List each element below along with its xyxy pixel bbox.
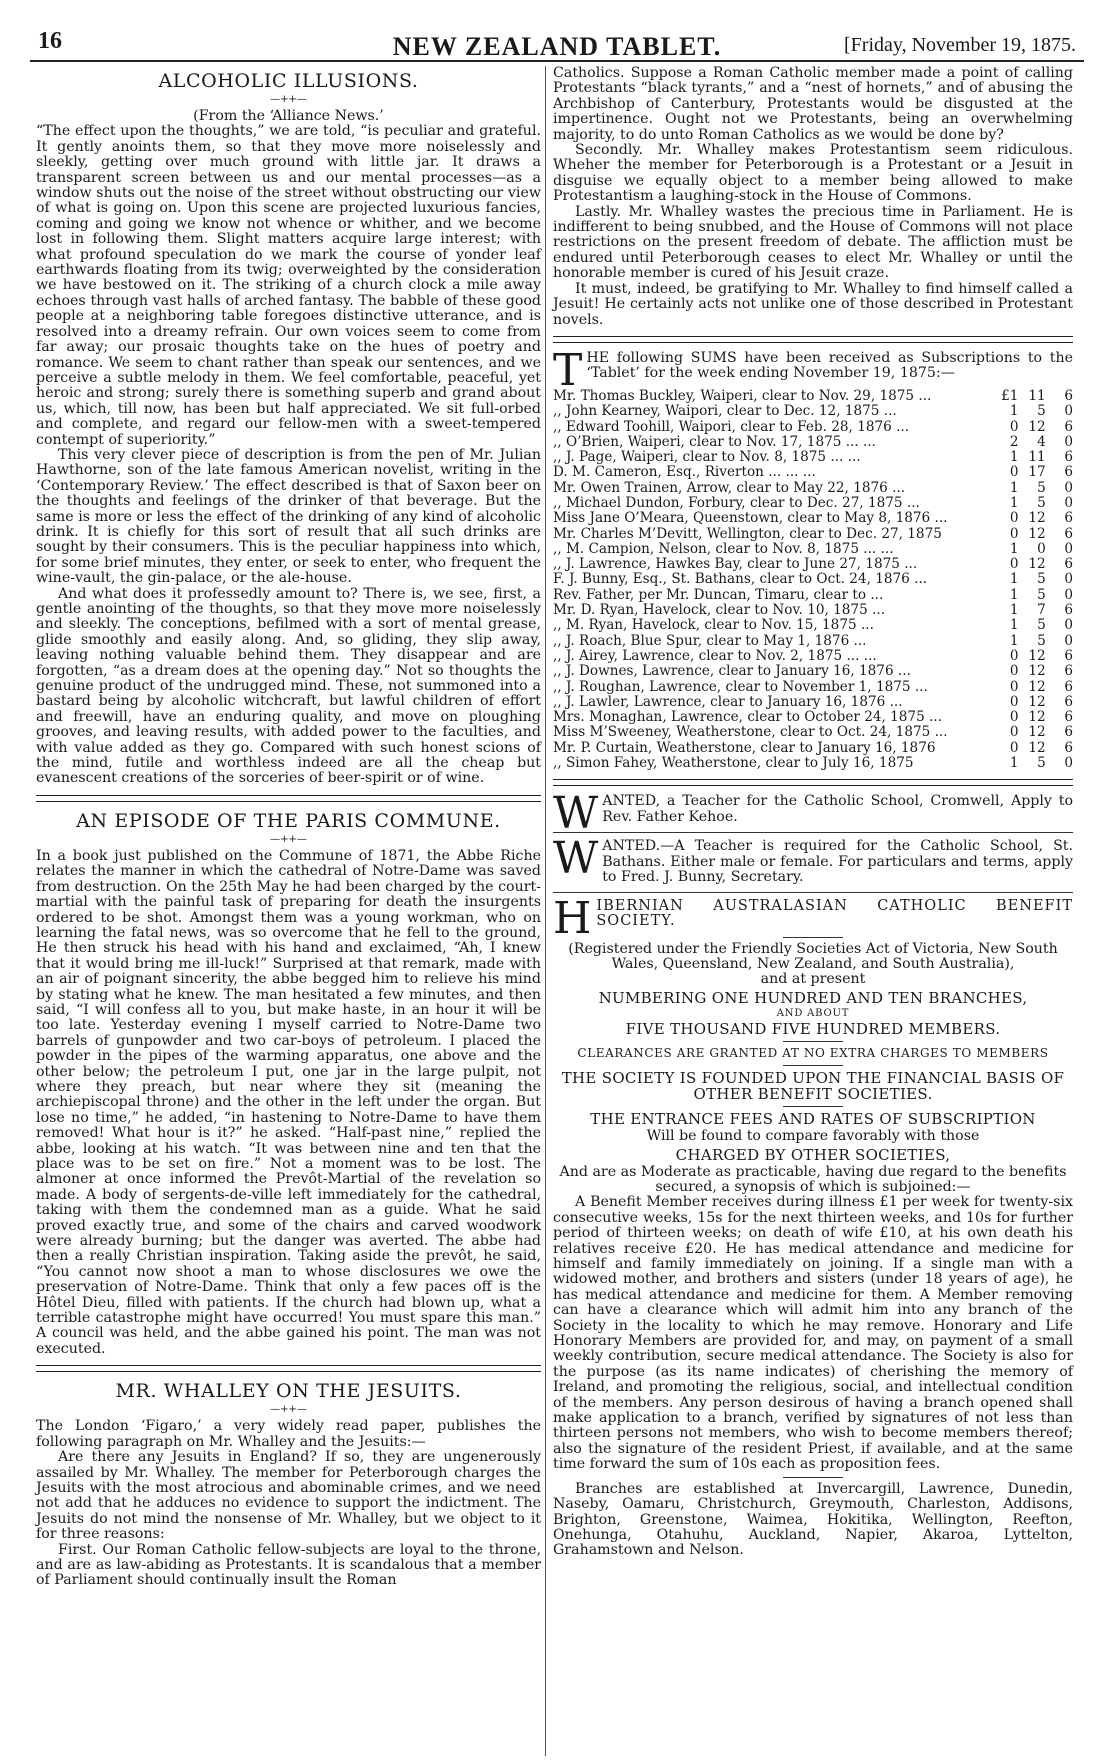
subscription-row <box>553 756 1073 771</box>
pounds-value: 0 <box>1009 709 1019 726</box>
text-line: And are as Moderate as practicable, having due regard to the benefits secured, a synopsis of which is subjoined:— <box>559 1163 1067 1195</box>
short-rule <box>783 1477 843 1478</box>
branches-count: NUMBERING ONE HUNDRED AND TEN BRANCHES, <box>598 988 1028 1007</box>
section-separator <box>36 1365 541 1372</box>
subscription-row <box>553 588 1073 603</box>
article-whalley-continued <box>553 66 1073 328</box>
article-paragraph: Secondly. Mr. Whalley makes Protestantism seem ridiculous. Wheher the member for Peterborough is a Protestant or a Jesuit in disguise we equally object to a member being allowed to make Protestantism a laughing-stock in the House of Commons. <box>553 142 1073 205</box>
shillings-value: 12 <box>1028 556 1046 573</box>
subscription-row <box>553 511 1073 526</box>
subscriber-name: Mrs. Monaghan, Lawrence, clear to October 24, 1875 ... <box>553 710 943 726</box>
pence-value: 6 <box>1064 647 1073 664</box>
subscriber-name: ,, J. Airey, Lawrence, clear to Nov. 2, 1875 ... ... <box>553 648 877 664</box>
pounds-value: 0 <box>1009 739 1019 756</box>
society-title: IBERNIAN AUSTRALASIAN CATHOLIC BENEFIT SOCIETY. <box>596 897 1073 929</box>
subscription-row <box>553 404 1073 419</box>
pounds-value: 0 <box>1009 556 1019 573</box>
subscription-row <box>553 664 1073 679</box>
left-column <box>36 66 541 1589</box>
pounds-value: 0 <box>1009 418 1019 435</box>
article-heading: AN EPISODE OF THE PARIS COMMUNE. <box>76 809 501 832</box>
short-rule <box>783 1106 843 1107</box>
subscription-row <box>553 557 1073 572</box>
drop-cap: T <box>553 344 583 396</box>
pounds-value: 1 <box>1009 602 1019 619</box>
pounds-value: 0 <box>1009 678 1019 695</box>
subscriber-name: D. M. Cameron, Esq., Riverton ... ... ... <box>553 465 816 481</box>
shillings-value: 12 <box>1028 510 1046 527</box>
shillings-value: 7 <box>1037 602 1046 619</box>
pounds-value: 1 <box>1009 540 1019 557</box>
shillings-value: 5 <box>1037 755 1046 772</box>
subscription-row <box>553 725 1073 740</box>
article-paragraph: “The effect upon the thoughts,” we are told, “is peculiar and grateful. It gently anoints them, so that they move more noiselessly and sleekly, getting over much ground with little jar. It draws a transparent screen between us and our mental processes—as a window shuts out the noise of the street without obstructing our view of what is going on. Upon this scene are projected luxurious fancies, coming and going we know not whence or whither, and we become lost in following them. Slight matters acquire large interest; with what profound speculation do we mark the course of yonder leaf earthwards floating from its twig; overweighted by the consideration we have bestowed on it. The striking of a church clock a mile away echoes through vast halls of arched fantasy. The babble of these good people at a neighboring table foregoes distinctive utterance, and is resolved into a dreamy refrain. Our own voices seem to come from far away; our prosaic thoughts take on the hues of poetry and romance. We seem to chant rather than speak our sentences, and we perceive a subtle melody in them. We feel comfortable, peaceful, yet heroic and strong; surely there is something superb and grand about us, which, till now, has been but half appreciated. We sit full-orbed and complete, and regard our fellow-men with a sweet-tempered contempt of superiority.” <box>36 123 541 448</box>
subscription-row <box>553 527 1073 542</box>
article-paragraph: And what does it professedly amount to? There is, we see, first, a gentle anointing of the thoughts, so that they move more noiselessly and sleekly. The conceptions, befilmed with a sort of mental grease, glide smoothly and easily along. And, so gliding, they slip away, leaving nothing valuable behind them. They disappear and are forgotten, “as a dream does at the opening day.” Not so thoughts the genuine product of the undrugged mind. These, not summoned into a bastard being by alcoholic witchcraft, but lawful children of effort and freewill, have an enduring quality, and move on ploughing grooves, and leaving results, with added power to the faculties, and with value added as they go. Compared with such honest scions of the mind, futile and worthless indeed are all the cheap but evanescent creations of the sorceries of beer-spirit or of wine. <box>36 585 541 787</box>
pence-value: 6 <box>1064 387 1073 404</box>
subscriptions-table <box>553 389 1073 771</box>
pounds-value: 0 <box>1009 647 1019 664</box>
subscriber-name: ,, M. Campion, Nelson, clear to Nov. 8, 1875 ... ... <box>553 541 894 557</box>
shillings-value: 12 <box>1028 418 1046 435</box>
pounds-value: 0 <box>1009 663 1019 680</box>
society-founded: THE SOCIETY IS FOUNDED UPON THE FINANCIAL BASIS OF OTHER BENEFIT SOCIETIES. <box>561 1069 1065 1104</box>
pounds-value: 1 <box>1009 449 1019 466</box>
shillings-value: 5 <box>1037 617 1046 634</box>
advert-text: ANTED, a Teacher for the Catholic School, Cromwell, Apply to Rev. Father Kehoe. <box>602 793 1073 825</box>
shillings-value: 12 <box>1028 693 1046 710</box>
subscriber-name: ,, J. Lawrence, Hawkes Bay, clear to June 27, 1875 ... <box>553 557 918 573</box>
subscriber-name: ,, J. Roach, Blue Spur, clear to May 1, 1876 ... <box>553 633 867 649</box>
advert-text: ANTED.—A Teacher is required for the Catholic School, St. Bathans. Either male or female. For particulars and terms, apply to Fred. J. Bunny, Secretary. <box>602 838 1073 886</box>
pence-value: 6 <box>1064 678 1073 695</box>
article-paragraph: Are there any Jesuits in England? If so, they are ungenerously assailed by Mr. Whalley. The member for Peterborough charges the Jesuits with the most atrocious and abominable crimes, and we need not add that he adduces no evidence to support the indictment. The Jesuits do not mind the nonsense of Mr. Whalley, but we object to it for three reasons: <box>36 1449 541 1543</box>
subscriber-name: Mr. P. Curtain, Weatherstone, clear to January 16, 1876 <box>553 740 936 756</box>
pence-value: 6 <box>1064 556 1073 573</box>
shillings-value: 11 <box>1028 449 1046 466</box>
pounds-value: 1 <box>1009 571 1019 588</box>
subscriber-name: Rev. Father, per Mr. Duncan, Timaru, clear to ... <box>553 587 884 603</box>
pence-value: 0 <box>1064 755 1073 772</box>
advert-hibernian-society <box>553 892 1073 1559</box>
article-alcoholic-illusions <box>36 70 541 787</box>
pence-value: 0 <box>1064 403 1073 420</box>
section-separator <box>553 779 1073 786</box>
subscription-row <box>553 680 1073 695</box>
pence-value: 0 <box>1064 479 1073 496</box>
subscriber-name: ,, M. Ryan, Havelock, clear to Nov. 15, 1875 ... <box>553 618 874 634</box>
shillings-value: 12 <box>1028 739 1046 756</box>
pence-value: 0 <box>1064 494 1073 511</box>
pounds-value: 1 <box>1009 632 1019 649</box>
page-number: 16 <box>38 28 62 54</box>
section-separator <box>553 336 1073 343</box>
registration-note: (Registered under the Friendly Societies Act of Victoria, New South Wales, Queensland, New Zealand, and South Australia), <box>568 940 1058 972</box>
shillings-value: 4 <box>1037 433 1046 450</box>
article-heading: MR. WHALLEY ON THE JESUITS. <box>115 1380 462 1403</box>
shillings-value: 5 <box>1037 479 1046 496</box>
clearances-note: CLEARANCES ARE GRANTED AT NO EXTRA CHARGES TO MEMBERS <box>577 1045 1049 1060</box>
shillings-value: 17 <box>1028 464 1046 481</box>
pounds-value: 1 <box>1009 403 1019 420</box>
subscription-row <box>553 389 1073 404</box>
short-rule <box>783 1041 843 1042</box>
subscription-row <box>553 542 1073 557</box>
drop-cap: W <box>553 788 599 840</box>
pence-value: 6 <box>1064 663 1073 680</box>
shillings-value: 12 <box>1028 709 1046 726</box>
shillings-value: 11 <box>1028 387 1046 404</box>
subscriber-name: Mr. D. Ryan, Havelock, clear to Nov. 10, 1875 ... <box>553 603 886 619</box>
subscription-row <box>553 710 1073 725</box>
pence-value: 0 <box>1064 540 1073 557</box>
pence-value: 0 <box>1064 571 1073 588</box>
members-count: FIVE THOUSAND FIVE HUNDRED MEMBERS. <box>625 1019 1001 1038</box>
subscriber-name: F. J. Bunny, Esq., St. Bathans, clear to Oct. 24, 1876 ... <box>553 572 928 588</box>
shillings-value: 5 <box>1037 586 1046 603</box>
advert-wanted-cromwell <box>553 788 1073 840</box>
shillings-value: 12 <box>1028 678 1046 695</box>
pence-value: 6 <box>1064 449 1073 466</box>
shillings-value: 12 <box>1028 525 1046 542</box>
subscriber-name: ,, J. Lawler, Lawrence, clear to January 16, 1876 ... <box>553 694 903 710</box>
subscription-row <box>553 450 1073 465</box>
shillings-value: 12 <box>1028 647 1046 664</box>
ornament: —++— <box>270 1404 307 1416</box>
subscriber-name: ,, J. Downes, Lawrence, clear to January 16, 1876 ... <box>553 664 911 680</box>
pounds-value: 1 <box>1009 586 1019 603</box>
article-whalley-jesuits <box>36 1380 541 1588</box>
branches-paragraph: Branches are established at Invercargill, Lawrence, Dunedin, Naseby, Oamaru, Christchurch, Greymouth, Charleston, Addisons, Brighton, Greenstone, Waimea, Hokitika, Wellington, Reefton, Onehunga, Otahuhu, Auckland, Napier, Akaroa, Lyttelton, Grahamstown and Nelson. <box>553 1480 1073 1559</box>
article-paragraph: In a book just published on the Commune of 1871, the Abbe Riche relates the manner in which the cathedral of Notre-Dame was saved from destruction. On the 25th May he had been charged by the court-martial with the painful task of preparing for death the insurgents ordered to be shot. Amongst them was a young workman, who on learning the fatal news, was so overcome that he fell to the ground, He then struck his head with his hand and exclaimed, “Ah, I knew that it would bring me ill-luck!” Surprised at that remark, made with an air of poignant sincerity, the abbe begged him to relieve his mind by stating what he knew. The man hesitated a few minutes, and then said, “I will confess all to you, but make haste, in an hour it will be too late. Yesterday evening I myself carried to Notre-Dame two barrels of gunpowder and two car-boys of petroleum. I placed the powder in the pipes of the warming apparatus, one above and the other below; the petroleum I put, one jar in the large pulpit, not where they preach, but near where they sit (meaning the archiepiscopal throne) and the other in the left under the organ. But lose no time,” he added, “in hastening to Notre-Dame to have them removed! What hour is it?” he asked. “Half-past nine,” replied the abbe, looking at his watch. “It was between nine and ten that the place was to be set on fire.” Not a moment was to be lost. The almoner at once informed the Prevôt-Martial of the revelation so made. A body of sergents-de-ville left immediately for the cathedral, taking with them the condemned man as a guide. What he said proved exactly true, and some of the chairs and carved woodwork were already burning; but the danger was averted. The abbe had then a really Christian inspiration. Taking aside the prevôt, he said, “You cannot now shoot a man to whose disclosures we owe the preservation of Notre-Dame. Think that only a few paces off is the Hôtel Dieu, filled with patients. If the church had blown up, what a terrible catastrophe might have occurred! You must spare this man.” A council was held, and the abbe gained his point. The man was not executed. <box>36 847 541 1357</box>
section-separator <box>36 795 541 802</box>
subscription-row <box>553 481 1073 496</box>
newspaper-title: NEW ZEALAND TABLET. <box>392 32 722 61</box>
dateline: [Friday, November 19, 1875. <box>844 34 1076 56</box>
pence-value: 0 <box>1064 617 1073 634</box>
subscriber-name: ,, Michael Dundon, Forbury, clear to Dec. 27, 1875 ... <box>553 495 920 511</box>
subscriber-name: Mr. Thomas Buckley, Waiperi, clear to Nov. 29, 1875 ... <box>553 388 932 404</box>
subscriber-name: ,, John Kearney, Waipori, clear to Dec. 12, 1875 ... <box>553 404 897 420</box>
column-divider <box>545 66 546 1756</box>
article-heading: ALCOHOLIC ILLUSIONS. <box>158 70 419 92</box>
shillings-value: 12 <box>1028 724 1046 741</box>
subscriber-name: Mr. Owen Trainen, Arrow, clear to May 22, 1876 ... <box>553 480 906 496</box>
subscription-row <box>553 435 1073 450</box>
shillings-value: 0 <box>1037 540 1046 557</box>
text-line: AND ABOUT <box>776 1007 850 1019</box>
pence-value: 6 <box>1064 464 1073 481</box>
right-column <box>553 66 1073 1559</box>
section-separator <box>553 892 1073 893</box>
masthead <box>30 18 1084 61</box>
subscriber-name: ,, Simon Fahey, Weatherstone, clear to July 16, 1875 <box>553 756 914 772</box>
text-line: CHARGED BY OTHER SOCIETIES, <box>675 1145 951 1164</box>
subscription-row <box>553 741 1073 756</box>
shillings-value: 5 <box>1037 403 1046 420</box>
pounds-value: 1 <box>1009 494 1019 511</box>
pounds-value: 1 <box>1009 617 1019 634</box>
subscription-row <box>553 465 1073 480</box>
shillings-value: 5 <box>1037 632 1046 649</box>
article-paragraph: First. Our Roman Catholic fellow-subjects are loyal to the throne, and are as law-abiding as Protestants. It is scandalous that a member of Parliament should continually insult the Roman <box>36 1541 541 1589</box>
pounds-value: 0 <box>1009 464 1019 481</box>
masthead-rule <box>30 60 1084 62</box>
subscriptions-intro: HE following SUMS have been received as Subscriptions to the ‘Tablet’ for the week ending November 19, 1875:— <box>586 349 1073 382</box>
subscription-row <box>553 618 1073 633</box>
article-paragraph: The London ‘Figaro,’ a very widely read paper, publishes the following paragraph on Mr. Whalley and the Jesuits:— <box>36 1418 541 1450</box>
article-paragraph: Catholics. Suppose a Roman Catholic member made a point of calling Protestants “black tyrants,” and a “nest of hornets,” and of abusing the Archbishop of Canterbury, Protestants would be disgusted at the impertinence. Ought not we Protestants, being an overwhelming majority, to do unto Roman Catholics as we would be done by? <box>553 65 1073 143</box>
pence-value: 6 <box>1064 724 1073 741</box>
subscriber-name: Mr. Charles M’Devitt, Wellington, clear to Dec. 27, 1875 <box>553 526 942 542</box>
pounds-value: 0 <box>1009 693 1019 710</box>
shillings-value: 5 <box>1037 571 1046 588</box>
subscriptions-notice <box>553 344 1073 772</box>
drop-cap: W <box>553 833 599 885</box>
pounds-value: 2 <box>1009 433 1019 450</box>
subscription-row <box>553 572 1073 587</box>
text-line: Will be found to compare favorably with those <box>646 1128 980 1145</box>
text-line: and at present <box>760 971 866 988</box>
article-paragraph: It must, indeed, be gratifying to Mr. Whalley to find himself called a Jesuit! He certainly acts not unlike one of those described in Protestant novels. <box>553 280 1073 328</box>
article-paragraph: This very clever piece of description is from the pen of Mr. Julian Hawthorne, son of the late famous American novelist, writing in the ‘Contemporary Review.’ The effect described is that of Saxon beer on the thoughts and feelings of the drinker of that beverage. But the same is more or less the effect of the drinking of any kind of alcoholic drink. It is chiefly for this sort of result that all such drinks are sought by their consumers. This is the peculiar happiness into which, for some brief minutes, they enter, or seek to enter, who frequent the wine-vault, the gin-palace, or the ale-house. <box>36 446 541 587</box>
pounds-value: 1 <box>1009 479 1019 496</box>
subscriber-name: ,, J. Roughan, Lawrence, clear to November 1, 1875 ... <box>553 679 928 695</box>
pence-value: 6 <box>1064 739 1073 756</box>
pence-value: 6 <box>1064 602 1073 619</box>
short-rule <box>783 937 843 938</box>
drop-cap: H <box>553 892 593 944</box>
pence-value: 0 <box>1064 632 1073 649</box>
pounds-value: 0 <box>1009 510 1019 527</box>
ornament: —++— <box>270 94 307 105</box>
subscriber-name: ,, J. Page, Waiperi, clear to Nov. 8, 1875 ... ... <box>553 450 861 466</box>
ornament: —++— <box>270 833 307 845</box>
pounds-value: 0 <box>1009 724 1019 741</box>
pence-value: 6 <box>1064 693 1073 710</box>
pence-value: 6 <box>1064 510 1073 527</box>
pence-value: 0 <box>1064 433 1073 450</box>
subscription-row <box>553 603 1073 618</box>
pence-value: 6 <box>1064 709 1073 726</box>
pounds-value: £1 <box>1001 387 1019 404</box>
shillings-value: 5 <box>1037 494 1046 511</box>
subscriber-name: ,, O’Brien, Waiperi, clear to Nov. 17, 1875 ... ... <box>553 434 876 450</box>
article-paragraph: Lastly. Mr. Whalley wastes the precious time in Parliament. He is indifferent to being snubbed, and the House of Commons will not place restrictions on the present freedom of debate. The affliction must be endured until Peterborough ceases to elect Mr. Whalley or until the honorable member is cured of his Jesuit craze. <box>553 203 1073 282</box>
subscriber-name: Miss Jane O’Meara, Queenstown, clear to May 8, 1876 ... <box>553 511 948 527</box>
pounds-value: 0 <box>1009 525 1019 542</box>
subscription-row <box>553 496 1073 511</box>
section-separator <box>553 832 1073 833</box>
advert-wanted-st-bathans <box>553 833 1073 886</box>
subscriber-name: ,, Edward Toohill, Waipori, clear to Feb. 28, 1876 ... <box>553 419 910 435</box>
benefits-paragraph: A Benefit Member receives during illness £1 per week for twenty-six consecutive weeks, 15s for the next thirteen weeks, and 10s for further period of thirteen weeks; on death of wife £10, at his own death his relatives receive £20. He has medical attendance and medicine for himself and family immediately on joining. If a single man with a widowed mother, and brothers and sisters (under 18 years of age), he has medical attendance and medicine for them. A Member removing can have a clearance which will admit him into any branch of the Society in the locality to which he may remove. Honorary and Life Honorary Members are provided for, and may, on payment of a small weekly contribution, secure medical attendance. The Society is also for the purpose (as its name indicates) of cherishing the memory of Ireland, and promoting the religious, social, and intellectual condition of the members. Any person desirous of having a branch opened shall make application to a branch, verified by signatures of not less than thirteen persons not members, who wish to become members thereof; also the signature of the resident Priest, if available, and at the same time forward the sum of 10s each as proposition fees. <box>553 1194 1073 1473</box>
pence-value: 6 <box>1064 418 1073 435</box>
fees-heading: THE ENTRANCE FEES AND RATES OF SUBSCRIPTION <box>590 1110 1036 1129</box>
subscription-row <box>553 634 1073 649</box>
pence-value: 6 <box>1064 525 1073 542</box>
subscription-row <box>553 649 1073 664</box>
subscription-row <box>553 695 1073 710</box>
subscription-row <box>553 420 1073 435</box>
short-rule <box>783 1065 843 1066</box>
article-paris-commune <box>36 810 541 1357</box>
shillings-value: 12 <box>1028 663 1046 680</box>
pence-value: 0 <box>1064 586 1073 603</box>
subscriber-name: Miss M’Sweeney, Weatherstone, clear to Oct. 24, 1875 ... <box>553 725 948 741</box>
article-source: (From the ‘Alliance News.’ <box>193 108 384 124</box>
pounds-value: 1 <box>1009 755 1019 772</box>
